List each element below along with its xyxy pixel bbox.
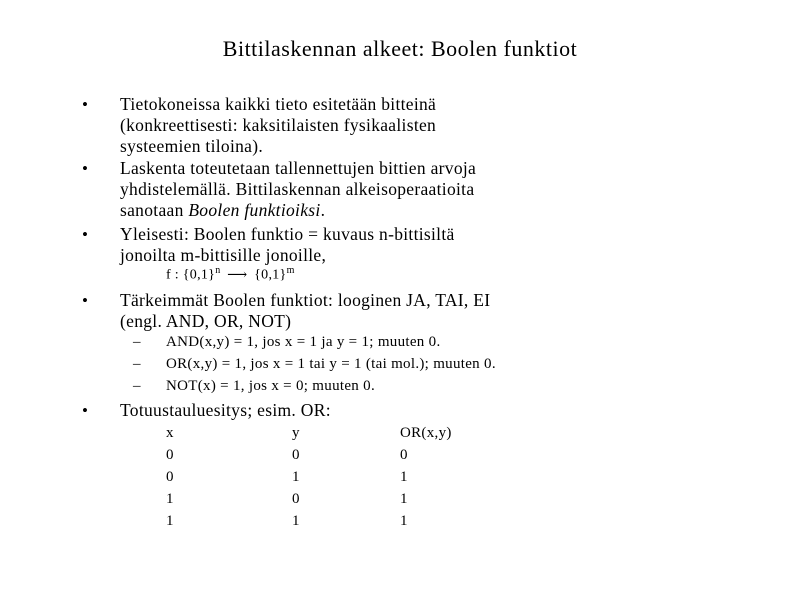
bullet-text [120, 400, 740, 421]
table-cell: 1 [400, 513, 408, 529]
bullet-line-suffix: . [320, 200, 326, 220]
bullet-line: Yleisesti: Boolen funktio = kuvaus n-bittisiltä [120, 224, 455, 244]
bullet-text [120, 94, 740, 157]
table-header-y: y [292, 425, 300, 441]
slide-title: Bittilaskennan alkeet: Boolen funktiot [222, 36, 578, 61]
table-cell: 1 [400, 491, 408, 507]
table-cell: 1 [166, 491, 174, 507]
bullet-text [120, 224, 740, 266]
formula-codomain: {0,1} [254, 267, 287, 283]
bullet-marker: • [82, 225, 88, 244]
table-cell: 1 [292, 513, 300, 529]
bullet-line: Totuustauluesitys; esim. OR: [120, 400, 331, 420]
bullet-line: yhdistelemällä. Bittilaskennan alkeisoperaatioita [120, 179, 475, 199]
bullet-line: (konkreettisesti: kaksitilaisten fysikaalisten [120, 115, 437, 135]
bullet-line [120, 200, 740, 221]
bullet-marker: • [82, 95, 88, 114]
formula-codomain-exponent: m [286, 265, 295, 276]
table-cell: 1 [400, 469, 408, 485]
sub-marker: – [133, 334, 141, 350]
bullet-line: (engl. AND, OR, NOT) [120, 311, 292, 331]
bullet-text [120, 158, 740, 221]
sub-marker: – [133, 378, 141, 394]
table-cell: 0 [400, 447, 408, 463]
formula-domain-exponent: n [215, 265, 221, 276]
bullet-line: jonoilta m-bittisille jonoille, [120, 245, 327, 265]
emphasized-term: Boolen funktioiksi [188, 200, 321, 220]
bullet-text [120, 290, 740, 332]
bullet-marker: • [82, 159, 88, 178]
sub-item-text: NOT(x) = 1, jos x = 0; muuten 0. [166, 378, 376, 394]
table-cell: 0 [292, 491, 300, 507]
bullet-line: Tietokoneissa kaikki tieto esitetään bitteinä [120, 94, 437, 114]
table-header-or: OR(x,y) [400, 425, 452, 441]
table-cell: 1 [166, 513, 174, 529]
sub-item-text: OR(x,y) = 1, jos x = 1 tai y = 1 (tai mol.); muuten 0. [166, 356, 496, 372]
sub-item-text: AND(x,y) = 1, jos x = 1 ja y = 1; muuten 0. [166, 334, 441, 350]
table-cell: 0 [166, 469, 174, 485]
sub-marker: – [133, 356, 141, 372]
bullet-line-prefix: sanotaan [120, 200, 189, 220]
table-header-x: x [166, 425, 174, 441]
function-formula [166, 265, 295, 284]
table-cell: 1 [292, 469, 300, 485]
bullet-line: Laskenta toteutetaan tallennettujen bittien arvoja [120, 158, 477, 178]
bullet-line: systeemien tiloina). [120, 136, 264, 156]
table-cell: 0 [166, 447, 174, 463]
bullet-marker: • [82, 401, 88, 420]
bullet-line: Tärkeimmät Boolen funktiot: looginen JA, TAI, EI [120, 290, 491, 310]
arrow-icon: ⟶ [227, 267, 248, 283]
table-cell: 0 [292, 447, 300, 463]
bullet-marker: • [82, 291, 88, 310]
formula-domain: f : {0,1} [166, 267, 216, 283]
